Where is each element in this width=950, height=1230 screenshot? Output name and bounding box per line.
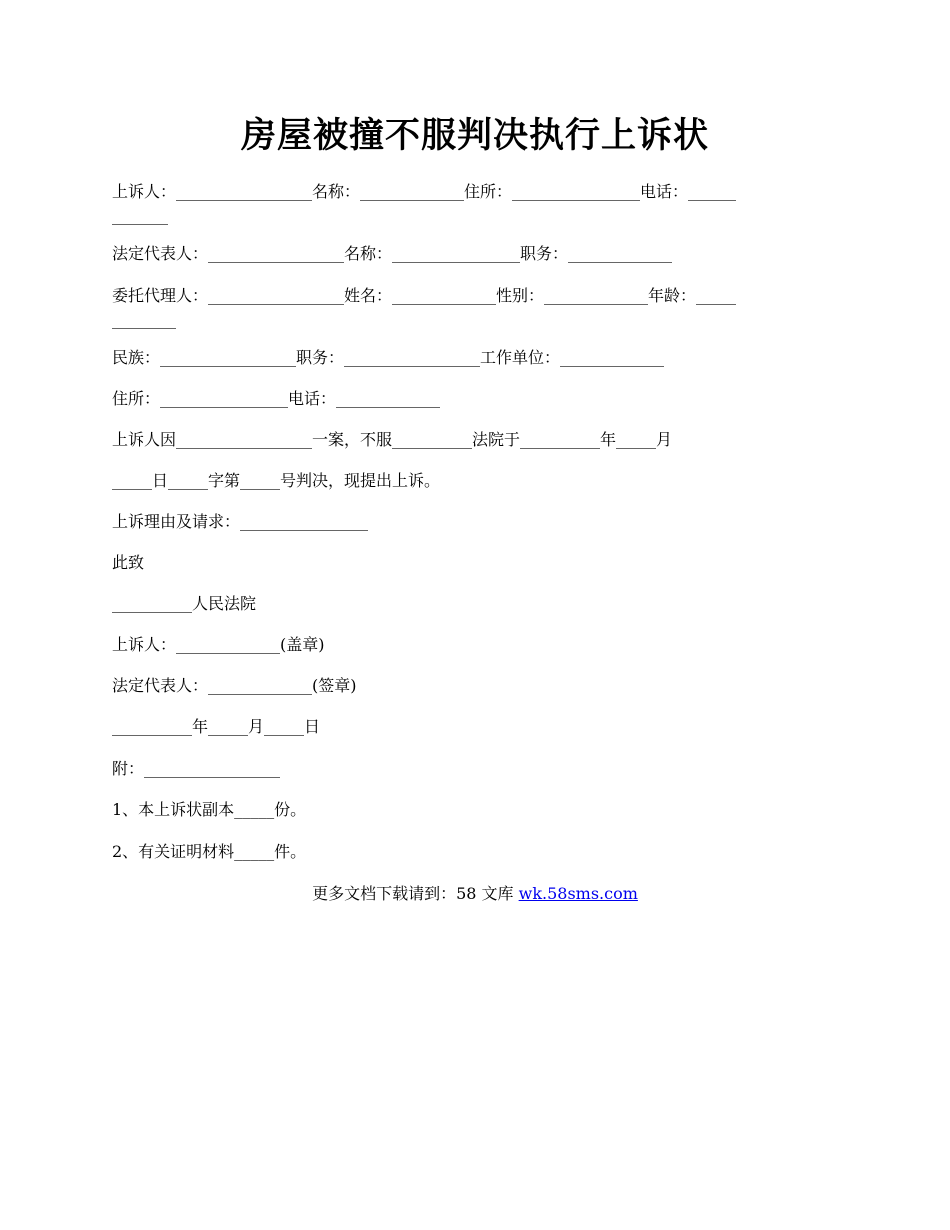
agent-info-line-continued: ________ — [112, 310, 176, 329]
attachments-line: 附：_________________ — [112, 759, 281, 778]
appellant-seal-line: 上诉人：_____________(盖章) — [112, 635, 325, 654]
appellant-info-line-continued: _______ — [112, 206, 168, 225]
document-title: 房屋被撞不服判决执行上诉状 — [240, 115, 709, 156]
footer-link[interactable]: wk.58sms.com — [518, 884, 638, 903]
representative-signature-line: 法定代表人：_____________(签章) — [112, 676, 357, 695]
attachment-item-copies: 1、本上诉状副本_____份。 — [112, 800, 307, 819]
download-footer — [0, 882, 950, 906]
case-statement-line-continued: _____日_____字第_____号判决，现提出上诉。 — [112, 471, 441, 490]
address-phone-line: 住所：________________电话：_____________ — [112, 389, 441, 408]
ethnicity-line: 民族：_________________职务：_________________工作单位：_____________ — [112, 348, 665, 367]
salutation-line: 此致 — [112, 553, 145, 572]
agent-info-line: 委托代理人：_________________姓名：_____________性别：_____________年龄：_____ — [112, 286, 737, 305]
attachment-item-evidence: 2、有关证明材料_____件。 — [112, 842, 307, 861]
legal-representative-line: 法定代表人：_________________名称：________________职务：_____________ — [112, 244, 673, 263]
court-name-line: __________人民法院 — [112, 594, 257, 613]
date-line: __________年_____月_____日 — [112, 717, 321, 736]
footer-text: 更多文档下载请到：58 文库 — [312, 884, 519, 903]
appellant-info-line: 上诉人：_________________名称：_____________住所：________________电话：______ — [112, 182, 737, 201]
case-statement-line: 上诉人因_________________一案，不服__________法院于__________年_____月 — [112, 430, 673, 449]
appeal-reasons-line: 上诉理由及请求：________________ — [112, 512, 369, 531]
